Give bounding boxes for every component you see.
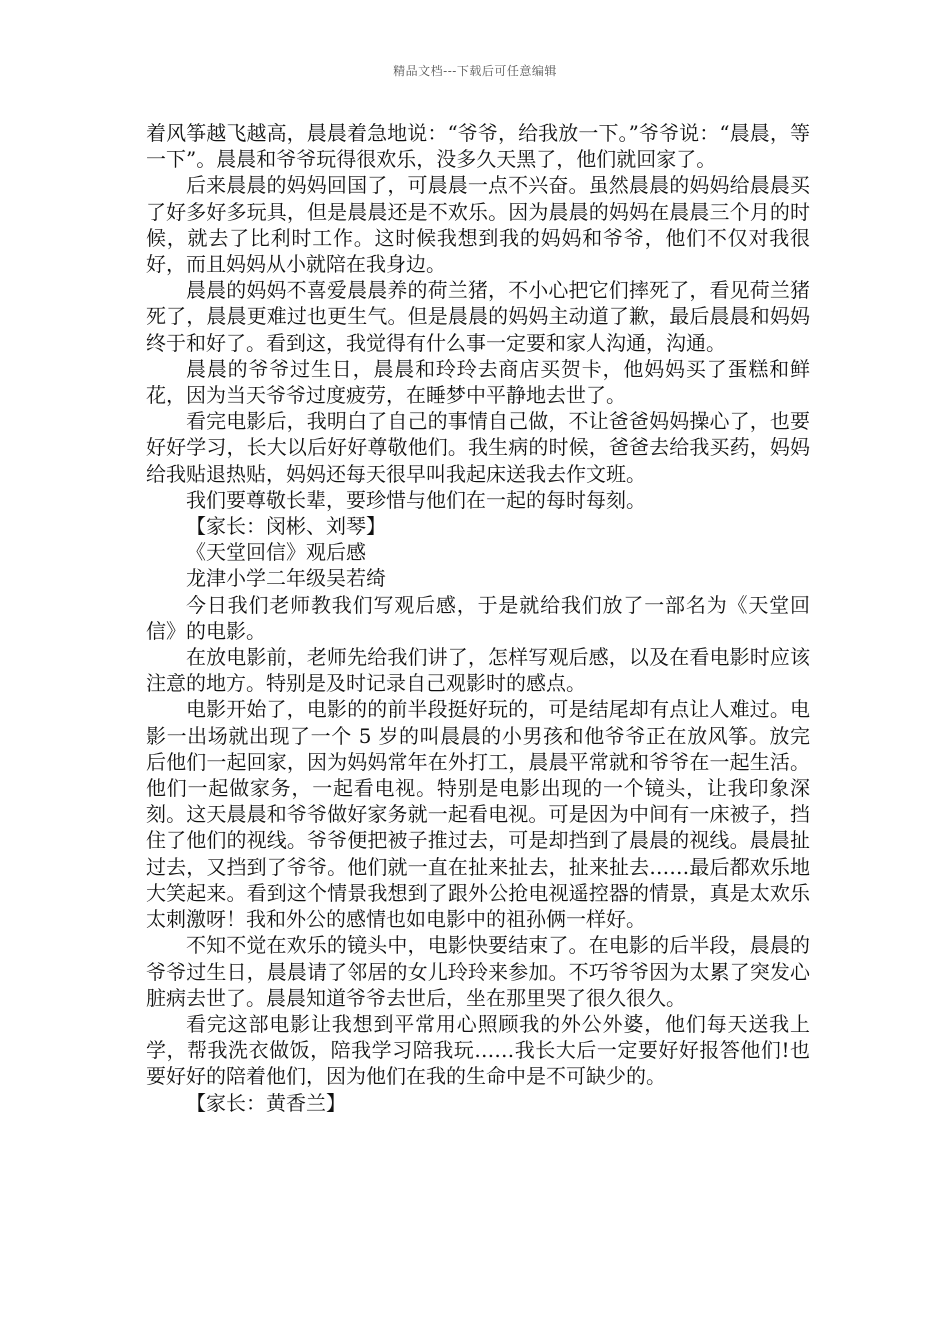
paragraph: 看完电影后，我明白了自己的事情自己做，不让爸爸妈妈操心了，也要好好学习，长大以后好好尊敬他们。我生病的时候，爸爸去给我买药，妈妈给我贴退热贴，妈妈还每天很早叫我起床送我去作文班。 <box>146 409 810 486</box>
paragraph: 着风筝越飞越高，晨晨着急地说：“爷爷，给我放一下。”爷爷说：“晨晨，等一下”。晨晨和爷爷玩得很欢乐，没多久天黑了，他们就回家了。 <box>146 121 810 172</box>
document-body <box>146 120 810 1116</box>
paragraph: 在放电影前，老师先给我们讲了，怎样写观后感，以及在看电影时应该注意的地方。特别是及时记录自己观影时的感点。 <box>146 645 810 696</box>
paragraph: 我们要尊敬长辈，要珍惜与他们在一起的每时每刻。 <box>186 487 646 512</box>
parent-signature: 【家长：黄香兰】 <box>186 1090 346 1115</box>
essay-author: 龙津小学二年级吴若绮 <box>186 566 386 591</box>
paragraph: 不知不觉在欢乐的镜头中，电影快要结束了。在电影的后半段，晨晨的爷爷过生日，晨晨请了邻居的女儿玲玲来参加。不巧爷爷因为太累了突发心脏病去世了。晨晨知道爷爷去世后，坐在那里哭了很久很久。 <box>146 933 810 1010</box>
page-header: 精品文档---下载后可任意编辑 <box>393 64 557 78</box>
parent-signature: 【家长：闵彬、刘琴】 <box>186 514 386 539</box>
essay-title: 《天堂回信》观后感 <box>186 540 366 565</box>
paragraph: 晨晨的爷爷过生日，晨晨和玲玲去商店买贺卡，他妈妈买了蛋糕和鲜花，因为当天爷爷过度疲劳，在睡梦中平静地去世了。 <box>146 356 810 408</box>
paragraph: 今日我们老师教我们写观后感，于是就给我们放了一部名为《天堂回信》的电影。 <box>146 592 810 643</box>
paragraph: 晨晨的妈妈不喜爱晨晨养的荷兰猪，不小心把它们摔死了，看见荷兰猪死了，晨晨更难过也更生气。但是晨晨的妈妈主动道了歉，最后晨晨和妈妈终于和好了。看到这，我觉得有什么事一定要和家人沟通，沟通。 <box>146 278 810 355</box>
paragraph: 电影开始了，电影的的前半段挺好玩的，可是结尾却有点让人难过。电影一出场就出现了一个 5 岁的叫晨晨的小男孩和他爷爷正在放风筝。放完后他们一起回家，因为妈妈常年在外打工，晨晨平常就和爷爷在一起生活。他们一起做家务，一起看电视。特别是电影出现的一个镜头，让我印象深刻。这天晨晨和爷爷做好家务就一起看电视。可是因为中间有一床被子，挡住了他们的视线。爷爷便把被子推过去，可是却挡到了晨晨的视线。晨晨扯过去，又挡到了爷爷。他们就一直在扯来扯去，扯来扯去……最后都欢乐地大笑起来。看到这个情景我想到了跟外公抢电视遥控器的情景，真是太欢乐太刺激呀！我和外公的感情也如电影中的祖孙俩一样好。 <box>146 697 810 932</box>
paragraph: 后来晨晨的妈妈回国了，可晨晨一点不兴奋。虽然晨晨的妈妈给晨晨买了好多好多玩具，但是晨晨还是不欢乐。因为晨晨的妈妈在晨晨三个月的时候，就去了比利时工作。这时候我想到我的妈妈和爷爷，他们不仅对我很好，而且妈妈从小就陪在我身边。 <box>146 173 810 277</box>
paragraph: 看完这部电影让我想到平常用心照顾我的外公外婆，他们每天送我上学，帮我洗衣做饭，陪我学习陪我玩……我长大后一定要好好报答他们!也要好好的陪着他们，因为他们在我的生命中是不可缺少的。 <box>146 1011 810 1089</box>
